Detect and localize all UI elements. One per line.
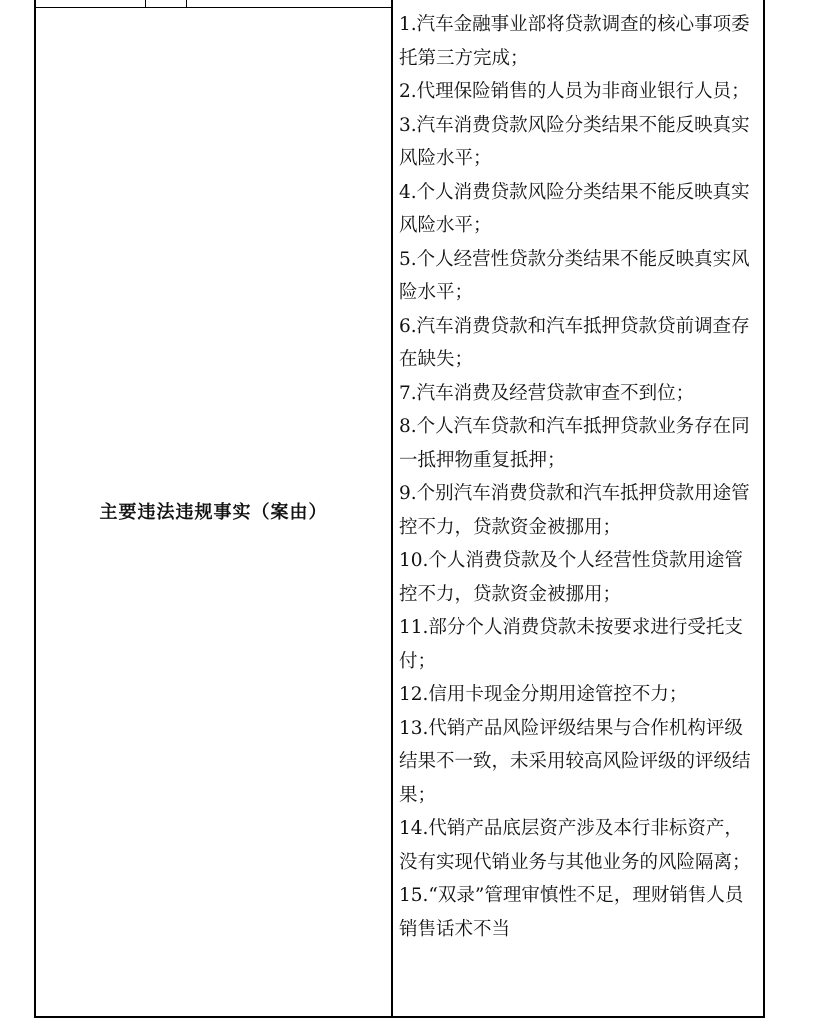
list-item: 15.“双录”管理审慎性不足，理财销售人员销售话术不当 <box>399 885 744 940</box>
violation-list <box>399 8 759 946</box>
list-item: 2.代理保险销售的人员为非商业银行人员； <box>399 81 750 102</box>
previous-row-cell-divider <box>186 0 187 7</box>
list-item: 13.代销产品风险评级结果与合作机构评级结果不一致，未采用较高风险评级的评级结果； <box>399 717 751 806</box>
row-label: 主要违法违规事实（案由） <box>99 502 328 523</box>
list-item: 12.信用卡现金分期用途管控不力； <box>399 684 688 705</box>
previous-row-cell-divider <box>145 0 146 7</box>
list-item: 3.汽车消费贷款风险分类结果不能反映真实风险水平； <box>399 114 750 169</box>
list-item: 10.个人消费贷款及个人经营性贷款用途管控不力，贷款资金被挪用； <box>399 550 743 605</box>
list-item: 14.代销产品底层资产涉及本行非标资产，没有实现代销业务与其他业务的风险隔离； <box>399 818 751 873</box>
list-item: 8.个人汽车贷款和汽车抵押贷款业务存在同一抵押物重复抵押； <box>399 416 750 471</box>
list-item: 7.汽车消费及经营贷款审查不到位； <box>399 382 695 404</box>
column-divider <box>391 0 393 1018</box>
previous-row-border <box>34 7 393 8</box>
list-item: 9.个别汽车消费贷款和汽车抵押贷款用途管控不力，贷款资金被挪用； <box>399 483 750 538</box>
list-item: 11.部分个人消费贷款未按要求进行受托支付； <box>399 617 743 672</box>
list-item: 1.汽车金融事业部将贷款调查的核心事项委托第三方完成； <box>399 14 750 69</box>
list-item: 6.汽车消费贷款和汽车抵押贷款贷前调查存在缺失； <box>399 315 750 370</box>
list-item: 5.个人经营性贷款分类结果不能反映真实风险水平； <box>399 248 750 303</box>
list-item: 4.个人消费贷款风险分类结果不能反映真实风险水平； <box>399 181 750 236</box>
